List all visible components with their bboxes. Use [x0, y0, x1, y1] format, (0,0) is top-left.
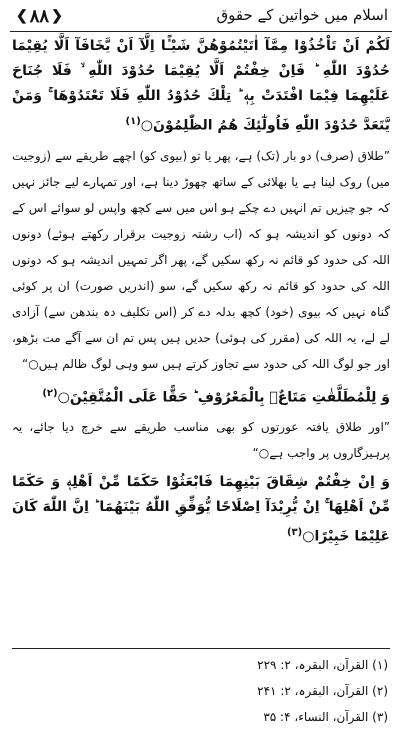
- quran-verse-2: [12, 381, 390, 411]
- footnote-1: (۱) القرآن، البقرہ، ۲: ۲۲۹: [257, 658, 388, 672]
- page-number-value: ۸۸: [29, 5, 50, 27]
- page-body: [12, 34, 390, 554]
- ornament-right-icon: ❯: [51, 8, 63, 24]
- reference-marker-1: (۱): [125, 116, 141, 127]
- translation-2: [12, 414, 390, 466]
- translation-1: [12, 143, 390, 377]
- quran-verse-2-text: وَ لِلْمُطَلَّقٰتِ مَتَاعٌۢ بِالْمَعْرُوْفِ ؕ حَقًّا عَلَى الْمُتَّقِيْنَ○: [57, 389, 390, 406]
- running-title: اسلام میں خواتین کے حقوق: [216, 6, 388, 24]
- ornament-left-icon: ❮: [16, 8, 28, 24]
- footnotes: [257, 652, 388, 730]
- footnote-2: (۲) القرآن، البقرہ، ۲: ۲۴۱: [257, 684, 388, 698]
- footnote-3: (۳) القرآن، النساء، ۴: ۳۵: [263, 710, 388, 724]
- page-header: [10, 2, 392, 32]
- translation-1-text: ”طلاق (صرف) دو بار (تک) ہے، پھر یا تو (بیوی کو) اچھے طریقے سے (زوجیت میں) روک لینا ہے یا بھلائی کے ساتھ چھوڑ دینا ہے، اور تمہارے لیے جائز نہیں کہ جو چیزیں تم انہیں دے چکے ہو اس میں سے کچھ واپس لو سوائے اس کے کہ دونوں کو اندیشہ ہو کہ (اب رشتہ زوجیت برقرار رکھتے ہوئے) دونوں اللہ کی حدود کو قائم نہ رکھ سکیں گے، پھر اگر تمہیں اندیشہ ہو کہ دونوں اللہ کی حدود کو قائم نہ رکھ سکیں گے، سو (اندریں صورت) ان پر کوئی گناہ نہیں کہ بیوی (خود) کچھ بدلہ دے کر (اس تکلیف دہ بندھن سے) آزادی لے لے، یہ اللہ کی (مقرر کی ہوئی) حدیں ہیں پس تم ان سے آگے مت بڑھو، اور جو لوگ اللہ کی حدود سے تجاوز کرتے ہیں سو وہی لوگ ظالم ہیں○“: [12, 148, 390, 371]
- quran-verse-1: [12, 34, 390, 139]
- quran-verse-3-text: وَ اِنْ خِفْتُمْ شِقَاقَ بَيْنِهِمَا فَابْعَثُوْا حَكَمًا مِّنْ اَهْلِهٖ وَ حَكَمًا مِّنْ اَهْلِهَا ۚ اِنْ يُّرِيْدَآ اِصْلَاحًا يُّوَفِّقِ اللّٰهُ بَيْنَهُمَا ؕ اِنَّ اللّٰهَ كَانَ عَلِيْمًا خَبِيْرًا○: [12, 474, 390, 545]
- footnote-divider: [12, 648, 390, 649]
- reference-marker-2: (۲): [42, 387, 58, 399]
- header-divider: [10, 31, 392, 32]
- page-number: [16, 4, 63, 28]
- quran-verse-3: [12, 470, 390, 550]
- reference-marker-3: (۳): [286, 527, 303, 539]
- quran-verse-1-text: لَكُمْ اَنْ تَاْخُذُوْا مِمَّآ اٰتَيْتُمُوْهُنَّ شَيْـًٔا اِلَّآ اَنْ يَّخَافَآ اَلَّا يُقِيْمَا حُدُوْدَ اللّٰهِ ؕ فَاِنْ خِفْتُمْ اَلَّا يُقِيْمَا حُدُوْدَ اللّٰهِ ۙ فَلَا جُنَاحَ عَلَيْهِمَا فِيْمَا افْتَدَتْ بِهٖ ؕ تِلْكَ حُدُوْدُ اللّٰهِ فَلَا تَعْتَدُوْهَا ۚ وَمَنْ يَّتَعَدَّ حُدُوْدَ اللّٰهِ فَاُولٰٓئِكَ هُمُ الظّٰلِمُوْنَ○: [12, 38, 390, 134]
- translation-2-text: ”اور طلاق یافتہ عورتوں کو بھی مناسب طریقے سے خرچ دیا جائے، یہ پرہیزگاروں پر واجب ہے○“: [12, 420, 390, 461]
